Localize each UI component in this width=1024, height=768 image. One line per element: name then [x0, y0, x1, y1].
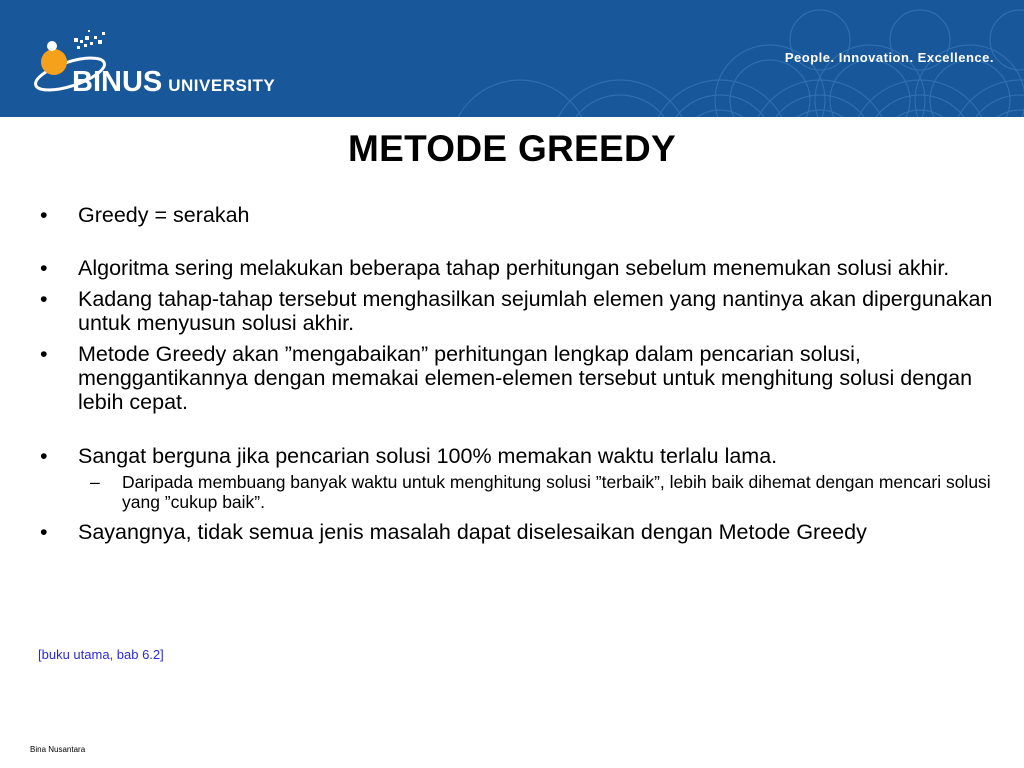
logo-binus-text: BINUS — [72, 66, 163, 98]
header-banner — [0, 0, 1024, 117]
slide-body — [36, 199, 996, 544]
bullet-text: Sangat berguna jika pencarian solusi 100% memakan waktu terlalu lama. — [78, 444, 778, 468]
bullet-marker: • — [40, 203, 48, 227]
bullet-item — [36, 256, 996, 280]
bullet-item — [36, 287, 996, 335]
sub-bullet-marker: – — [90, 472, 100, 492]
bullet-text: Greedy = serakah — [78, 203, 250, 227]
logo-university-text: UNIVERSITY — [168, 76, 276, 95]
bullet-item — [36, 203, 996, 227]
bullet-item — [36, 520, 996, 544]
sub-bullet-text: Daripada membuang banyak waktu untuk menghitung solusi ”terbaik”, lebih baik dihemat dengan mencari solusi yang ”cukup baik”. — [122, 472, 991, 512]
binus-logo — [22, 16, 302, 106]
footer-text: Bina Nusantara — [30, 745, 86, 754]
bullet-text: Metode Greedy akan ”mengabaikan” perhitungan lengkap dalam pencarian solusi, menggantikannya dengan memakai elemen-elemen tersebut untuk menghitung solusi dengan lebih cepat. — [78, 342, 973, 414]
bullet-marker: • — [40, 342, 48, 366]
reference-note: [buku utama, bab 6.2] — [38, 647, 164, 662]
bullet-marker: • — [40, 256, 48, 280]
bullet-marker: • — [40, 444, 48, 468]
bullet-marker: • — [40, 287, 48, 311]
bullet-item — [36, 444, 996, 468]
sub-bullet-item — [36, 472, 996, 512]
bullet-text: Kadang tahap-tahap tersebut menghasilkan sejumlah elemen yang nantinya akan dipergunakan untuk menyusun solusi akhir. — [78, 287, 993, 335]
bullet-marker: • — [40, 520, 48, 544]
slide-title: METODE GREEDY — [347, 128, 677, 169]
bullet-text: Algoritma sering melakukan beberapa tahap perhitungan sebelum menemukan solusi akhir. — [78, 256, 950, 280]
bullet-text: Sayangnya, tidak semua jenis masalah dapat diselesaikan dengan Metode Greedy — [78, 520, 867, 544]
tagline: People. Innovation. Excellence. — [784, 50, 994, 65]
bullet-item — [36, 342, 996, 414]
